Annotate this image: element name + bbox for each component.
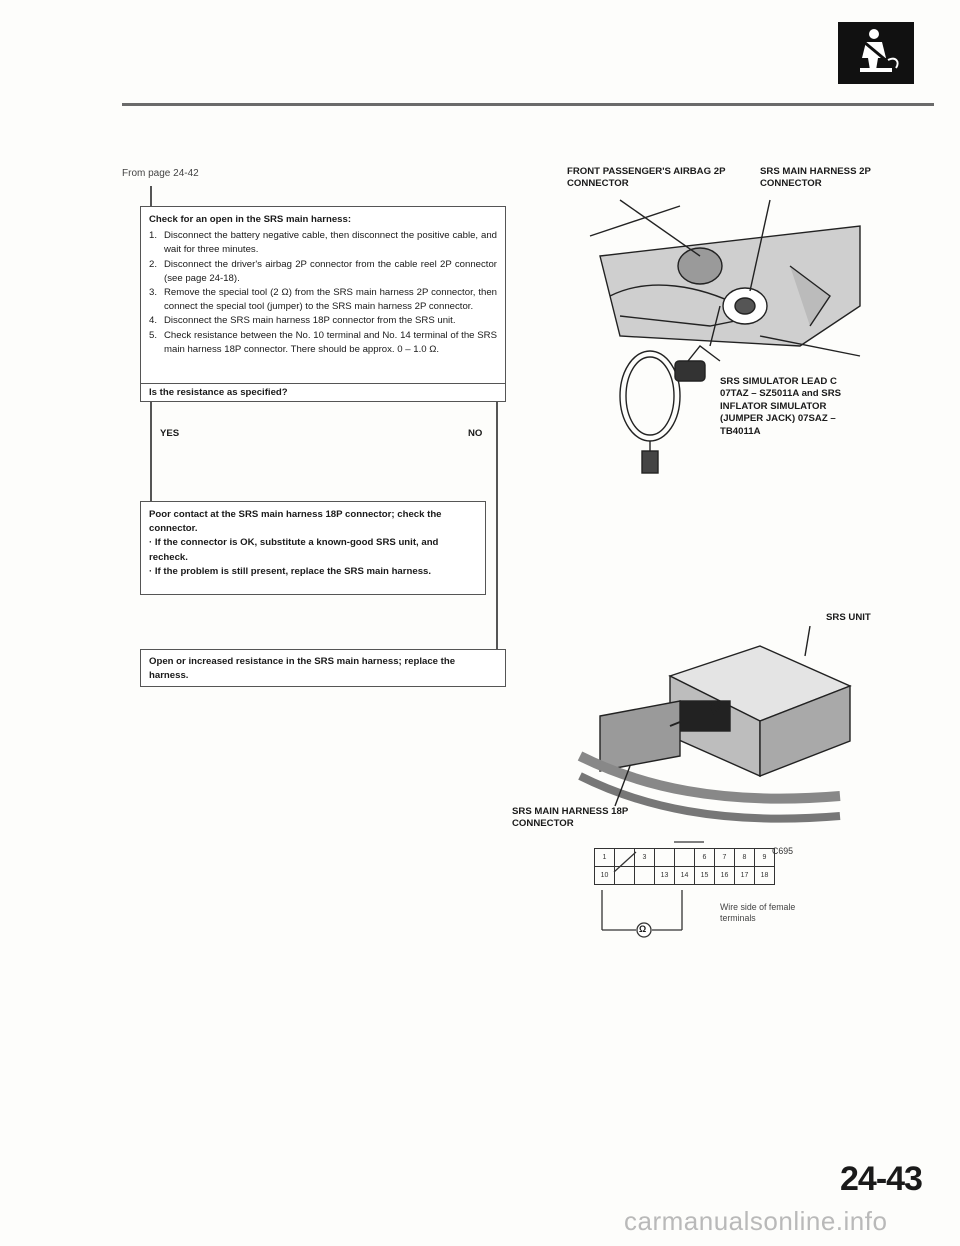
page-number: 24-43 (840, 1160, 922, 1198)
connector-pin: 16 (715, 867, 735, 885)
yes-result-bullet: · If the connector is OK, substitute a known-good SRS unit, and recheck. (149, 537, 439, 563)
check-step: 2. Disconnect the driver's airbag 2P connector from the cable reel 2P connector (see page 24-18). (149, 258, 497, 284)
airbag-connector-illustration (560, 196, 880, 496)
check-procedure-box (140, 206, 506, 384)
srs-main-18p-label: SRS MAIN HARNESS 18P CONNECTOR (512, 806, 629, 830)
connector-pin: 14 (675, 867, 695, 885)
connector-pin (635, 867, 655, 885)
check-step: 4. Disconnect the SRS main harness 18P connector from the SRS unit. (149, 315, 456, 327)
connector-pin: 6 (695, 849, 715, 867)
ohmmeter-symbol: Ω (639, 924, 647, 934)
yes-result-text: Poor contact at the SRS main harness 18P connector; check the connector. (149, 509, 442, 535)
check-title: Check for an open in the SRS main harness: (149, 214, 352, 225)
check-steps (149, 229, 497, 357)
wire-side-note: Wire side of female terminals (720, 902, 796, 923)
check-step: 5. Check resistance between the No. 10 terminal and No. 14 terminal of the SRS main harness 18P connector. There should be approx. 0 – 1.0 Ω. (149, 329, 497, 355)
yes-result-box (140, 501, 486, 595)
question-box: Is the resistance as specified? (140, 384, 506, 402)
yes-branch-line (150, 402, 152, 501)
flow-line (150, 186, 152, 206)
connector-pin: 7 (715, 849, 735, 867)
connector-pin (615, 849, 635, 867)
connector-pin: 10 (595, 867, 615, 885)
connector-pin (655, 849, 675, 867)
connector-pins (594, 848, 775, 885)
no-result-box: Open or increased resistance in the SRS main harness; replace the harness. (140, 649, 506, 687)
from-page-ref: From page 24-42 (122, 168, 199, 179)
connector-pin: 13 (655, 867, 675, 885)
srs-main-2p-label: SRS MAIN HARNESS 2P CONNECTOR (760, 166, 871, 190)
check-step: 1. Disconnect the battery negative cable, then disconnect the positive cable, and wait for three minutes. (149, 230, 497, 256)
seatbelt-srs-icon (838, 22, 914, 84)
check-step: 3. Remove the special tool (2 Ω) from the SRS main harness 2P connector, then connect the special tool (jumper) to the SRS main harness 2P connector. (149, 287, 497, 313)
connector-pin (675, 849, 695, 867)
yes-result-bullet: · If the problem is still present, replace the SRS main harness. (149, 565, 432, 577)
yes-label: YES (160, 428, 180, 439)
connector-pin: 18 (755, 867, 775, 885)
srs-simulator-label: SRS SIMULATOR LEAD C 07TAZ – SZ5011A and SRS INFLATOR SIMULATOR (JUMPER JACK) 07SAZ – TB4011A (720, 376, 842, 437)
connector-pin: 9 (755, 849, 775, 867)
srs-unit-illustration (560, 626, 860, 826)
header-rule (122, 103, 934, 106)
connector-code: C695 (772, 846, 794, 856)
no-branch-line (496, 402, 498, 649)
srs-unit-label: SRS UNIT (826, 612, 871, 623)
connector-pin: 8 (735, 849, 755, 867)
no-label: NO (468, 428, 483, 439)
front-passenger-airbag-label: FRONT PASSENGER'S AIRBAG 2P CONNECTOR (567, 166, 726, 190)
connector-pin (615, 867, 635, 885)
connector-pin: 15 (695, 867, 715, 885)
connector-pin: 1 (595, 849, 615, 867)
connector-pin: 3 (635, 849, 655, 867)
connector-pin: 17 (735, 867, 755, 885)
watermark: carmanualsonline.info (624, 1206, 888, 1236)
